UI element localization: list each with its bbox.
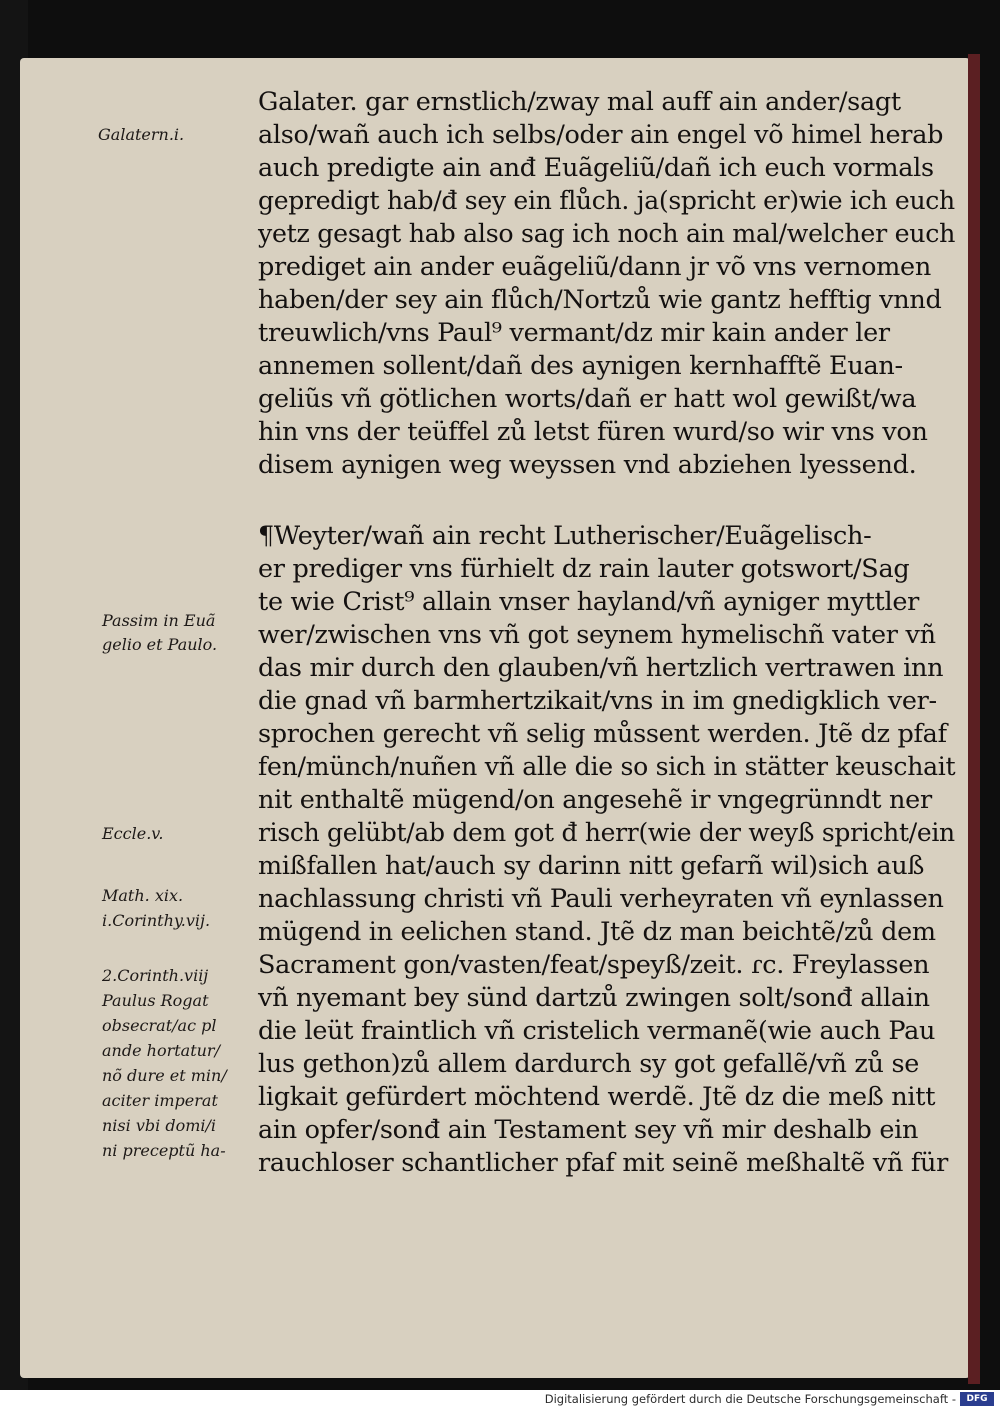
text-line: rauchloser schantlicher pfaf mit seinẽ meßhaltẽ vñ für: [258, 1148, 949, 1178]
text-line: prediget ain ander euãgeliũ/dann jr võ vns vernomen: [258, 252, 931, 282]
margin-note: gelio et Paulo.: [102, 635, 218, 654]
text-line: Sacrament gon/vasten/feat/speyß/zeit. ɾc. Freylassen: [258, 950, 930, 980]
text-line: nit enthaltẽ mügend/on angesehẽ ir vngegrünndt ner: [258, 785, 932, 815]
text-line: Galater. gar ernstlich/zway mal auff ain ander/sagt: [258, 87, 901, 117]
text-line: ligkait gefürdert möchtend werdẽ. Jtẽ dz die meß nitt: [258, 1082, 936, 1112]
text-line: ain opfer/sonđ ain Testament sey vñ mir deshalb ein: [258, 1115, 919, 1145]
footer-bar: [0, 1390, 1000, 1409]
text-line: geliũs vñ götlichen worts/dañ er hatt wol gewißt/wa: [258, 384, 917, 414]
margin-note: Math. xix.: [102, 886, 184, 905]
margin-note: Galatern.i.: [98, 125, 185, 144]
margin-note: nõ dure et min/: [102, 1066, 227, 1085]
margin-note: obsecrat/ac pl: [102, 1016, 217, 1035]
text-line: das mir durch den glauben/vñ hertzlich vertrawen inn: [258, 653, 944, 683]
margin-note: ande hortatur/: [102, 1041, 220, 1060]
text-line: wer/zwischen vns vñ got seynem hymelischñ vater vñ: [258, 620, 936, 650]
margin-note: Paulus Rogat: [102, 991, 209, 1010]
text-line: mißfallen hat/auch sy darinn nitt gefarñ wil)sich auß: [258, 851, 925, 881]
text-line: auch predigte ain anđ Euãgeliũ/dañ ich euch vormals: [258, 153, 934, 183]
scan-right-edge: [968, 54, 980, 1384]
footer-credit: Digitalisierung gefördert durch die Deutsche Forschungsgemeinschaft -: [544, 1392, 956, 1406]
margin-note: Eccle.v.: [102, 824, 164, 843]
dfg-logo: DFG: [960, 1392, 994, 1406]
text-line: fen/münch/nuñen vñ alle die so sich in stätter keuschait: [258, 752, 956, 782]
margin-note: Passim in Euã: [102, 611, 216, 630]
text-line: gepredigt hab/đ sey ein flůch. ja(spricht er)wie ich euch: [258, 186, 955, 216]
margin-note: ni preceptũ ha-: [102, 1141, 226, 1160]
text-line: hin vns der teüffel zů letst füren wurd/so wir vns von: [258, 417, 928, 447]
text-line: die leüt fraintlich vñ cristelich vermanẽ(wie auch Pau: [258, 1016, 936, 1046]
text-line: risch gelübt/ab dem got đ herr(wie der weyß spricht/ein: [258, 818, 955, 848]
text-line: lus gethon)zů allem dardurch sy got gefallẽ/vñ zů se: [258, 1049, 920, 1079]
margin-note: nisi vbi domi/i: [102, 1116, 216, 1135]
text-line: treuwlich/vns Paul⁹ vermant/dz mir kain ander ler: [258, 318, 890, 348]
text-line: also/wañ auch ich selbs/oder ain engel võ himel herab: [258, 120, 944, 150]
margin-note: aciter imperat: [102, 1091, 218, 1110]
text-line: sprochen gerecht vñ selig můssent werden. Jtẽ dz pfaf: [258, 719, 947, 749]
text-line: te wie Crist⁹ allain vnser hayland/vñ ayniger myttler: [258, 587, 920, 617]
text-line: vñ nyemant bey sünd dartzů zwingen solt/sonđ allain: [258, 983, 930, 1013]
text-line: annemen sollent/dañ des aynigen kernhafftẽ Euan-: [258, 351, 903, 381]
text-line: nachlassung christi vñ Pauli verheyraten vñ eynlassen: [258, 884, 944, 914]
margin-note: i.Corinthy.vij.: [102, 911, 211, 930]
margin-note: 2.Corinth.viij: [102, 966, 209, 985]
text-line: die gnad vñ barmhertzikait/vns in im gnedigklich ver-: [258, 686, 937, 716]
text-line: disem aynigen weg weyssen vnd abziehen lyessend.: [258, 450, 917, 480]
text-line: yetz gesagt hab also sag ich noch ain mal/welcher euch: [258, 219, 956, 249]
text-line: mügend in eelichen stand. Jtẽ dz man beichtẽ/zů dem: [258, 917, 936, 947]
text-line: haben/der sey ain flůch/Nortzů wie gantz hefftig vnnd: [258, 285, 942, 315]
text-line: er prediger vns fürhielt dz rain lauter gotswort/Sag: [258, 554, 910, 584]
text-line: ¶Weyter/wañ ain recht Lutherischer/Euãgelisch-: [258, 521, 872, 551]
